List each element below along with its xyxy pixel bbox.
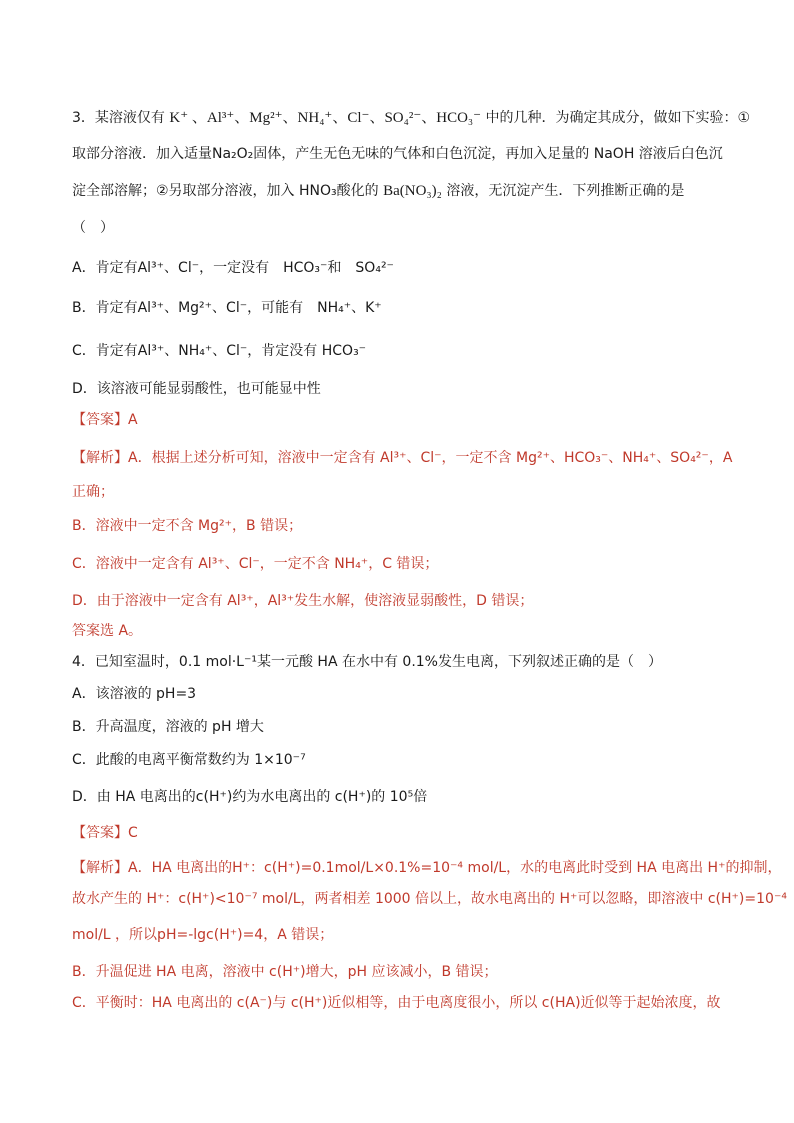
q4-explanation-line3: mol/L ，所以pH=-lgc(H⁺)=4，A 错误； bbox=[72, 927, 334, 943]
q3-stem-text-2: 中的几种．为确定其成分，做如下实验：① bbox=[485, 110, 751, 126]
q3-stem-line1 bbox=[72, 108, 750, 128]
q3-stem-text-4: 溶液，无沉淀产生．下列推断正确的是 bbox=[446, 183, 685, 199]
q4-explanation-line1 bbox=[72, 858, 781, 878]
q4-option-c: C．此酸的电离平衡常数约为 1×10⁻⁷ bbox=[72, 752, 306, 768]
explanation-text: A．根据上述分析可知，溶液中一定含有 Al³⁺、Cl⁻，一定不含 Mg²⁺、HCO₃⁻、NH₄⁺、SO₄²⁻，A bbox=[128, 450, 733, 466]
q3-stem-line3 bbox=[72, 181, 684, 201]
q4-explanation-line2: 故水产生的 H⁺：c(H⁺)<10⁻⁷ mol/L，两者相差 1000 倍以上，故水电离出的 H⁺可以忽略，即溶液中 c(H⁺)=10⁻⁴ bbox=[72, 891, 787, 907]
q3-answer bbox=[72, 410, 138, 430]
q3-option-b: B．肯定有Al³⁺、Mg²⁺、Cl⁻，可能有 NH₄⁺、K⁺ bbox=[72, 300, 382, 316]
answer-tag: 【答案】 bbox=[72, 412, 128, 428]
q3-explanation-line3: B．溶液中一定不含 Mg²⁺，B 错误； bbox=[72, 518, 303, 534]
q3-explanation-line1 bbox=[72, 448, 732, 468]
answer-value: A bbox=[128, 412, 138, 428]
explanation-text: A．HA 电离出的H⁺：c(H⁺)=0.1mol/L×0.1%=10⁻⁴ mol/L，水的电离此时受到 HA 电离出 H⁺的抑制， bbox=[128, 860, 782, 876]
q3-explanation-line5: D．由于溶液中一定含有 Al³⁺，Al³⁺发生水解，使溶液显弱酸性，D 错误； bbox=[72, 593, 534, 609]
explanation-tag: 【解析】 bbox=[72, 860, 128, 876]
explanation-tag: 【解析】 bbox=[72, 450, 128, 466]
q3-explanation-line4: C．溶液中一定含有 Al³⁺、Cl⁻，一定不含 NH₄⁺，C 错误； bbox=[72, 556, 439, 572]
q3-stem-text: 3．某溶液仅有 bbox=[72, 110, 165, 126]
q4-option-b: B．升高温度，溶液的 pH 增大 bbox=[72, 719, 264, 735]
q3-option-c: C．肯定有Al³⁺、NH₄⁺、Cl⁻，肯定没有 HCO₃⁻ bbox=[72, 343, 367, 359]
q3-answer-blank: （ ） bbox=[72, 220, 114, 236]
q3-option-d: D．该溶液可能显弱酸性，也可能显中性 bbox=[72, 381, 321, 397]
q3-explanation-line2: 正确； bbox=[72, 484, 114, 500]
answer-tag: 【答案】 bbox=[72, 825, 128, 841]
q3-reagent: Ba(NO₃)₂ bbox=[383, 183, 442, 199]
q3-stem-line2: 取部分溶液．加入适量Na₂O₂固体，产生无色无味的气体和白色沉淀，再加入足量的 NaOH 溶液后白色沉 bbox=[72, 146, 723, 162]
answer-value: C bbox=[128, 825, 138, 841]
q4-stem: 4．已知室温时，0.1 mol·L⁻¹某一元酸 HA 在水中有 0.1%发生电离，下列叙述正确的是（ ） bbox=[72, 654, 662, 670]
q3-final-answer: 答案选 A。 bbox=[72, 623, 143, 639]
q3-ion-list: K⁺ 、Al³⁺、Mg²⁺、NH₄⁺、Cl⁻、SO₄²⁻、HCO₃⁻ bbox=[169, 110, 482, 126]
q4-explanation-line5: C．平衡时：HA 电离出的 c(A⁻)与 c(H⁺)近似相等，由于电离度很小，所以 c(HA)近似等于起始浓度，故 bbox=[72, 995, 721, 1011]
q3-option-a: A．肯定有Al³⁺、Cl⁻，一定没有 HCO₃⁻和 SO₄²⁻ bbox=[72, 260, 394, 276]
q4-option-a: A．该溶液的 pH=3 bbox=[72, 686, 197, 702]
q3-stem-text-3: 淀全部溶解；②另取部分溶液，加入 HNO₃酸化的 bbox=[72, 183, 379, 199]
q4-option-d: D．由 HA 电离出的c(H⁺)约为水电离出的 c(H⁺)的 10⁵倍 bbox=[72, 789, 428, 805]
q4-explanation-line4: B．升温促进 HA 电离，溶液中 c(H⁺)增大，pH 应该减小，B 错误； bbox=[72, 964, 498, 980]
q4-answer bbox=[72, 823, 138, 843]
